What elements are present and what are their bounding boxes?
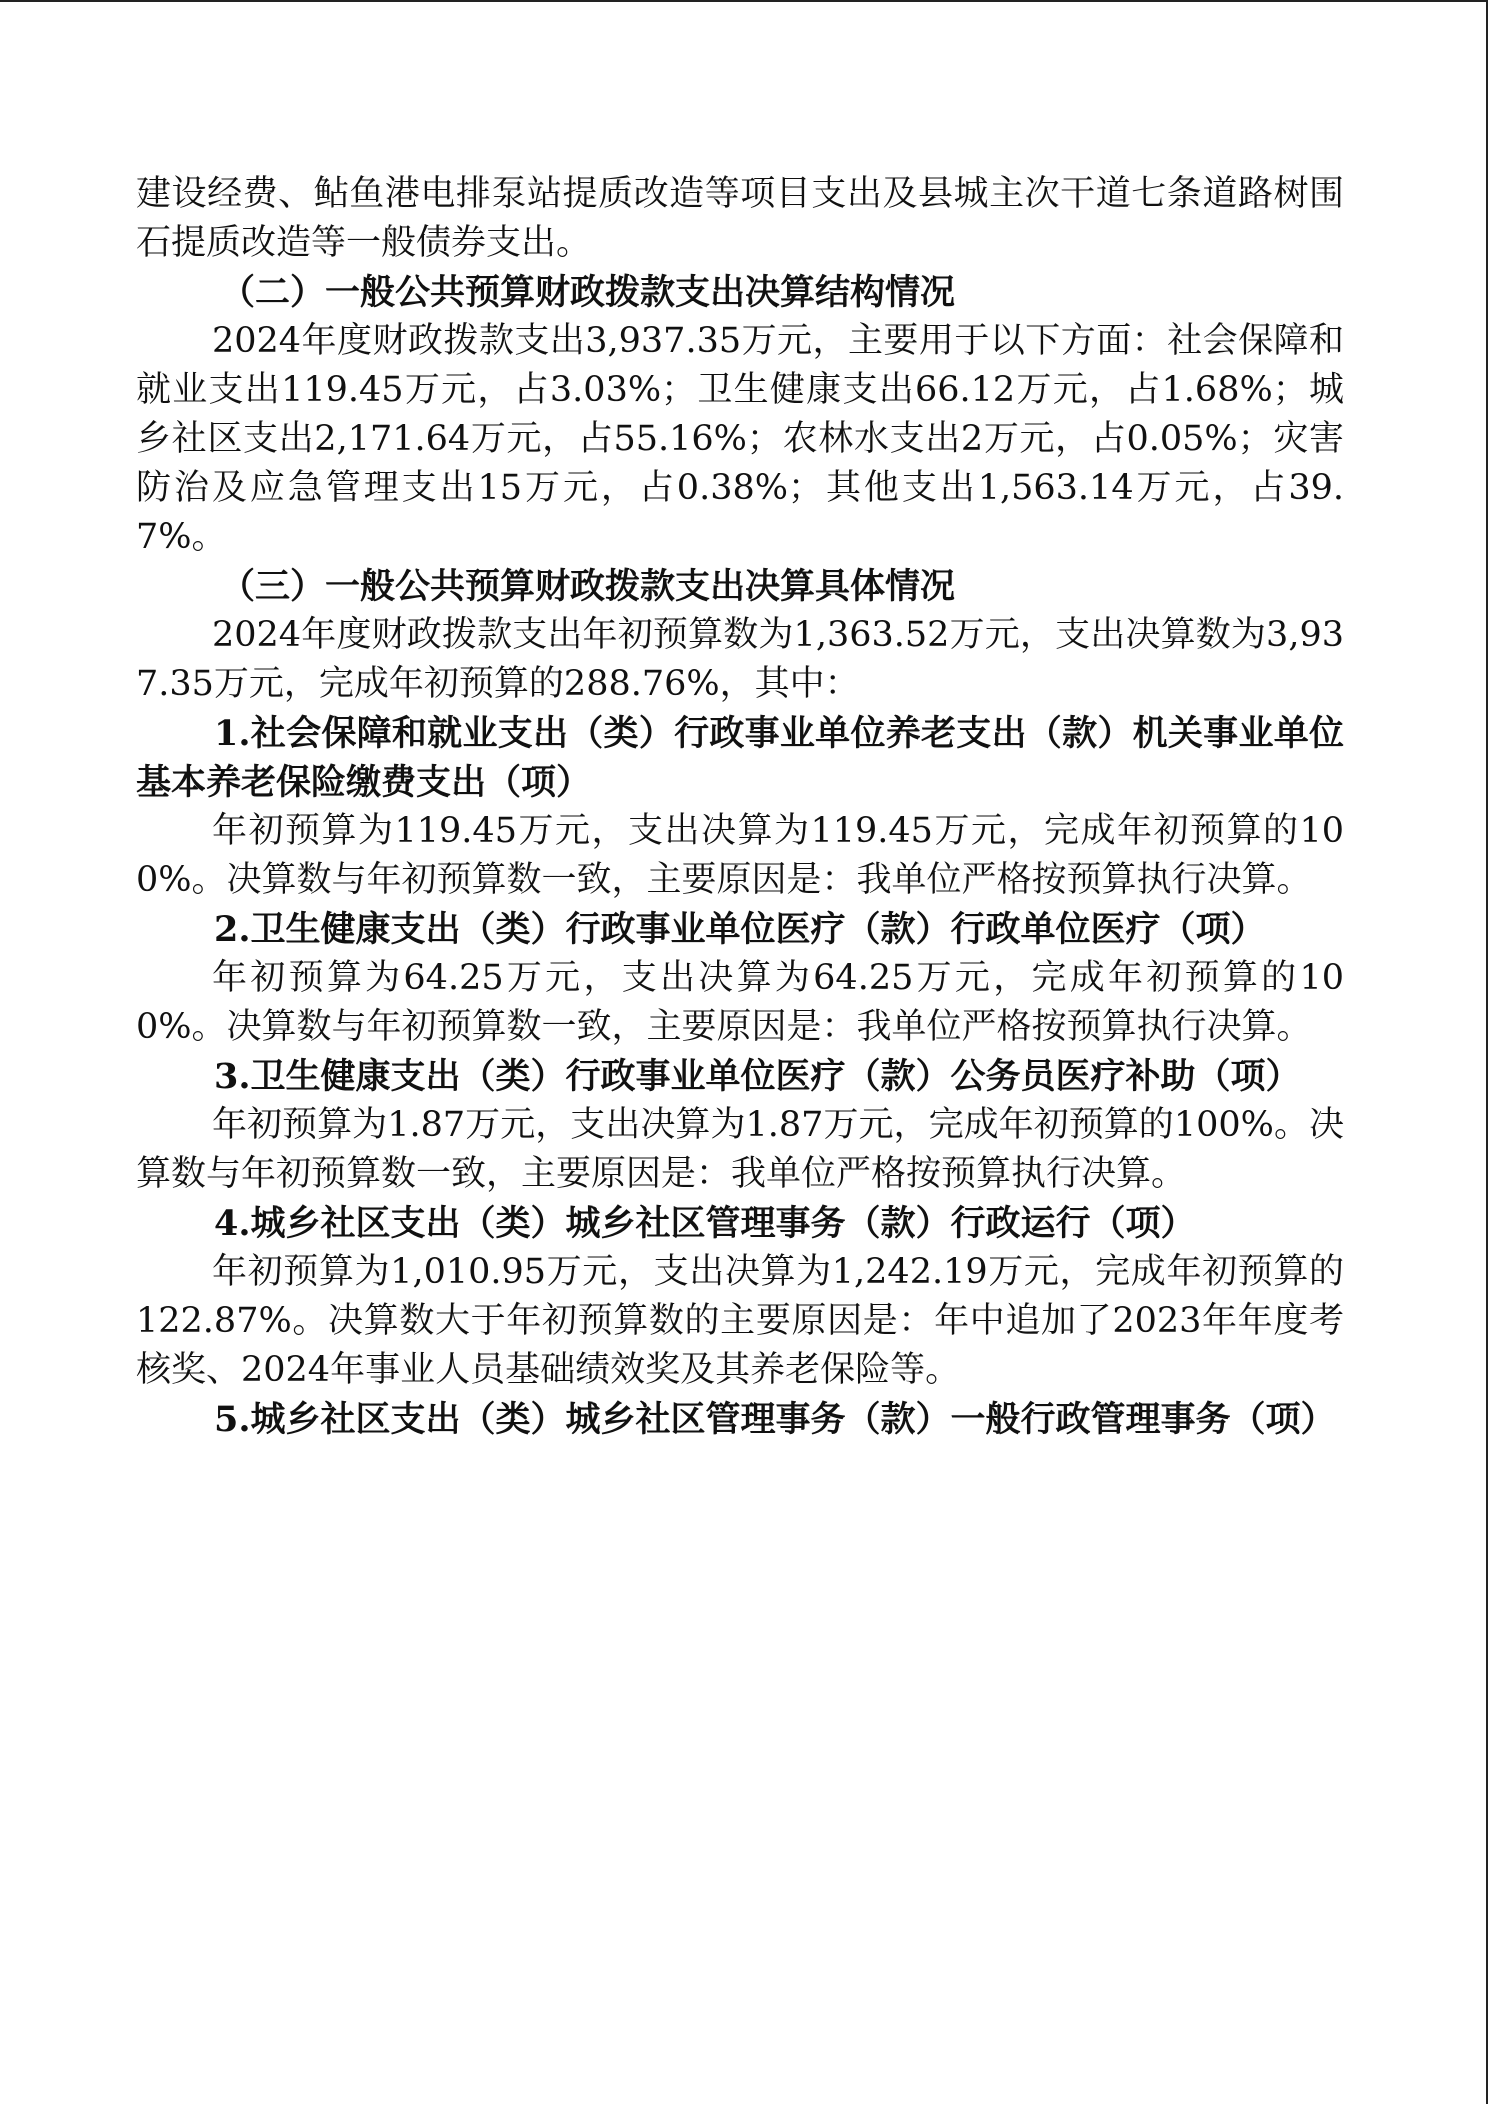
- item-2-title: 2.卫生健康支出（类）行政事业单位医疗（款）行政单位医疗（项）: [214, 909, 1266, 950]
- paragraph-expenditure-structure: 2024年度财政拨款支出3,937.35万元，主要用于以下方面：社会保障和就业支出119.45万元，占3.03%；卫生健康支出66.12万元，占1.68%；城乡社区支出2,171.64万元，占55.16%；农林水支出2万元，占0.05%；灾害防治及应急管理支出15万元，占0.38%；其他支出1,563.14万元，占39.7%。: [136, 321, 1344, 557]
- paragraph-expenditure-summary: 2024年度财政拨款支出年初预算数为1,363.52万元，支出决算数为3,937.35万元，完成年初预算的288.76%，其中：: [136, 615, 1344, 704]
- item-3-body: 年初预算为1.87万元，支出决算为1.87万元，完成年初预算的100%。决算数与年初预算数一致，主要原因是：我单位严格按预算执行决算。: [136, 1105, 1344, 1194]
- item-1-body: 年初预算为119.45万元，支出决算为119.45万元，完成年初预算的100%。决算数与年初预算数一致，主要原因是：我单位严格按预算执行决算。: [136, 811, 1344, 900]
- item-5-title: 5.城乡社区支出（类）城乡社区管理事务（款）一般行政管理事务（项）: [214, 1399, 1336, 1440]
- item-4-body: 年初预算为1,010.95万元，支出决算为1,242.19万元，完成年初预算的122.87%。决算数大于年初预算数的主要原因是：年中追加了2023年年度考核奖、2024年事业人员基础绩效奖及其养老保险等。: [136, 1252, 1344, 1390]
- paragraph-debt-expenditure-continuation: 建设经费、鲇鱼港电排泵站提质改造等项目支出及县城主次干道七条道路树围石提质改造等一般债券支出。: [136, 174, 1344, 263]
- document-body: [136, 170, 1344, 1444]
- item-1-title: 1.社会保障和就业支出（类）行政事业单位养老支出（款）机关事业单位基本养老保险缴费支出（项）: [136, 713, 1344, 803]
- item-3-title: 3.卫生健康支出（类）行政事业单位医疗（款）公务员医疗补助（项）: [214, 1056, 1301, 1097]
- item-2-body: 年初预算为64.25万元，支出决算为64.25万元，完成年初预算的100%。决算数与年初预算数一致，主要原因是：我单位严格按预算执行决算。: [136, 958, 1344, 1047]
- heading-expenditure-details: （三）一般公共预算财政拨款支出决算具体情况: [220, 566, 956, 607]
- item-4-title: 4.城乡社区支出（类）城乡社区管理事务（款）行政运行（项）: [214, 1203, 1196, 1244]
- heading-expenditure-structure: （二）一般公共预算财政拨款支出决算结构情况: [220, 272, 956, 313]
